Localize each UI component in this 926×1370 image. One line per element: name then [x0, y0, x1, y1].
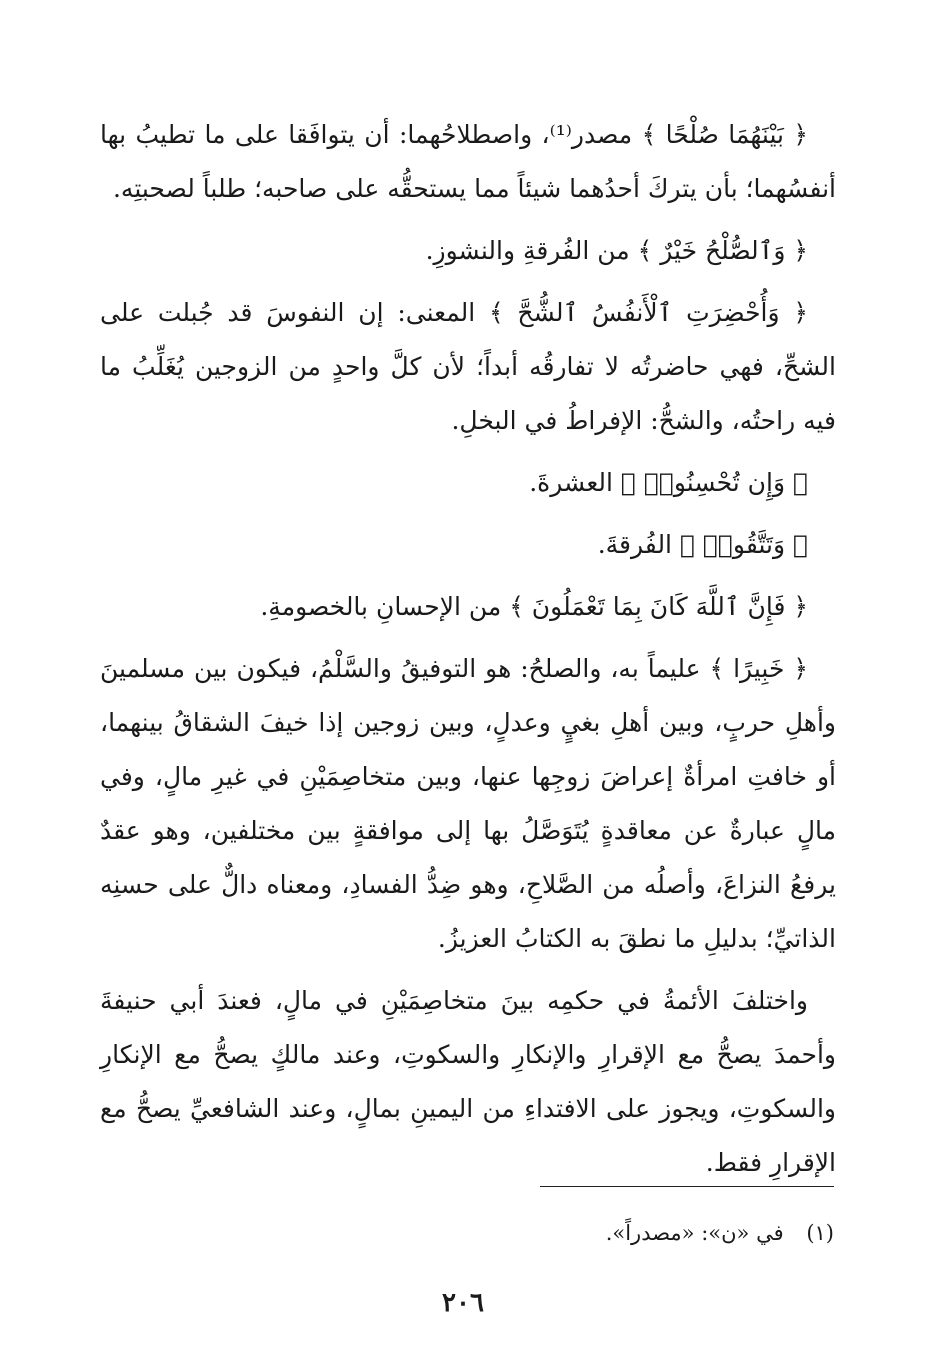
- paragraph-5: ﴿ وَتَتَّقُوا۟ ﴾ الفُرقةَ.: [597, 530, 808, 559]
- paragraph-8: واختلفَ الأئمةُ في حكمِه بينَ متخاصِمَيْنِ في مالٍ، فعندَ أبي حنيفةَ وأحمدَ يصحُّ مع الإقرارِ والإنكارِ والسكوتِ، وعند مالكٍ يصحُّ مع الإنكارِ والسكوتِ، ويجوز على الافتداءِ من اليمينِ بمالٍ، وعند الشافعيِّ يصحُّ مع الإقرارِ فقط.: [100, 986, 836, 1177]
- footnote-divider: [540, 1186, 834, 1187]
- paragraph-6: ﴿ فَإِنَّ ٱللَّهَ كَانَ بِمَا تَعْمَلُونَ ﴾ من الإحسانِ بالخصومةِ.: [260, 592, 808, 621]
- footnote-number: (١): [806, 1221, 834, 1245]
- paragraph-1: ﴿ بَيْنَهُمَا صُلْحًا ﴾ مصدر⁽¹⁾، واصطلاحُهما: أن يتوافَقا على ما تطيبُ بها أنفسُهما؛ بأن يتركَ أحدُهما شيئاً مما يستحقُّه على صاحبه؛ طلباً لصحبتِه.: [100, 120, 836, 203]
- footnote: [606, 1218, 834, 1248]
- main-text: [100, 108, 836, 1190]
- page-number: ٢٠٦: [442, 1288, 484, 1318]
- paragraph-2: ﴿ وَٱلصُّلْحُ خَيْرٌ ﴾ من الفُرقةِ والنشوزِ.: [425, 236, 808, 265]
- paragraph-4: ﴿ وَإِن تُحْسِنُوا۟ ﴾ العشرةَ.: [529, 468, 808, 497]
- paragraph-7: ﴿ خَبِيرًا ﴾ عليماً به، والصلحُ: هو التوفيقُ والسَّلْمُ، فيكون بين مسلمينَ وأهلِ حربٍ، وبين أهلِ بغيٍ وعدلٍ، وبين زوجين إذا خيفَ الشقاقُ بينهما، أو خافتِ امرأةٌ إعراضَ زوجِها عنها، وبين متخاصِمَيْنِ في غيرِ مالٍ، وفي مالٍ عبارةٌ عن معاقدةٍ يُتَوَصَّلُ بها إلى موافقةٍ بين مختلفين، وهو عقدٌ يرفعُ النزاعَ، وأصلُه من الصَّلاحِ، وهو ضِدُّ الفسادِ، ومعناه دالٌّ على حسنِه الذاتيِّ؛ بدليلِ ما نطقَ به الكتابُ العزيزُ.: [100, 654, 836, 953]
- footnote-text: في «ن»: «مصدراً».: [605, 1221, 784, 1245]
- paragraph-3: ﴿ وَأُحْضِرَتِ ٱلْأَنفُسُ ٱلشُّحَّ ﴾ المعنى: إن النفوسَ قد جُبلت على الشحِّ، فهي حاضرتُه لا تفارقُه أبداً؛ لأن كلَّ واحدٍ من الزوجين يُغَلِّبُ ما فيه راحتُه، والشحُّ: الإفراطُ في البخلِ.: [100, 298, 836, 435]
